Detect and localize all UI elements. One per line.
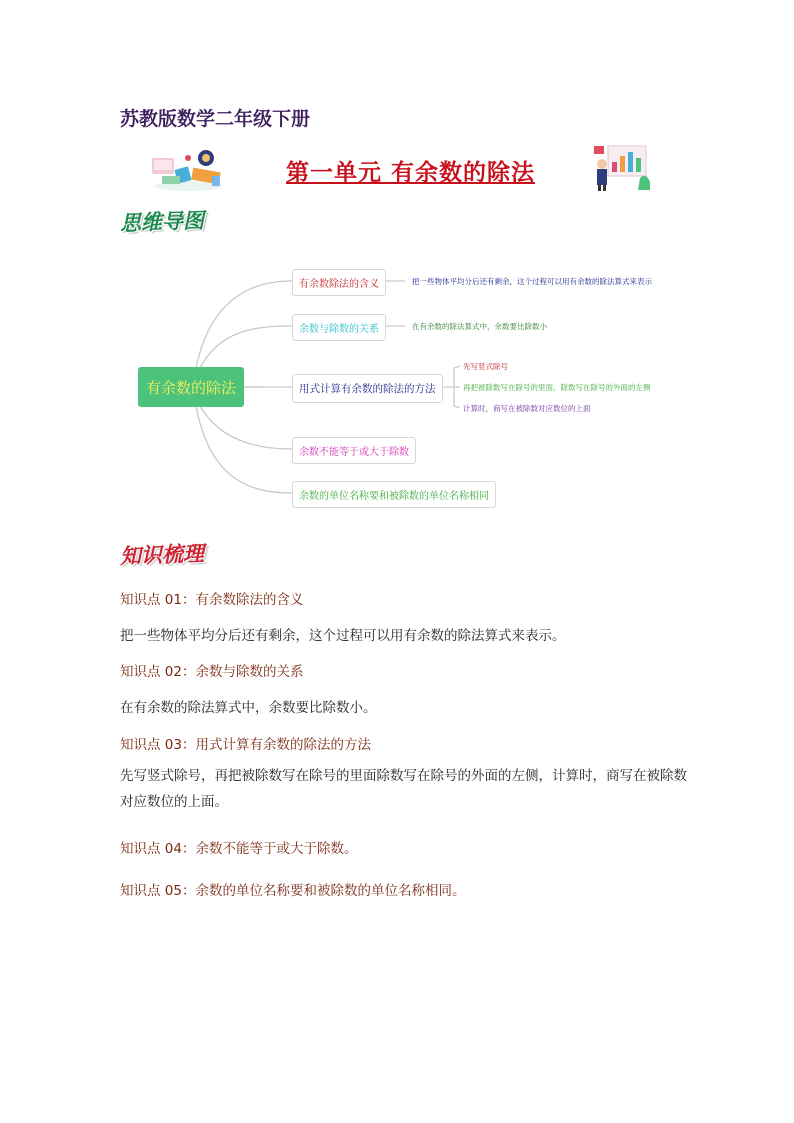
knowledge-point-text: 先写竖式除号，再把被除数写在除号的里面除数写在除号的外面的左侧，计算时，商写在被除数对应数位的上面。: [120, 768, 687, 810]
mindmap-branch-relation: 余数与除数的关系: [292, 314, 386, 341]
mindmap-branch-unit-name: 余数的单位名称要和被除数的单位名称相同: [292, 481, 496, 508]
mindmap-leaf-method-2: 再把被除数写在除号的里面，除数写在除号的外面的左侧: [463, 383, 651, 392]
knowledge-point-text: 把一些物体平均分后还有剩余，这个过程可以用有余数的除法算式来表示。: [120, 628, 566, 644]
mindmap-leaf-relation: 在有余数的除法算式中，余数要比除数小: [412, 322, 547, 331]
mindmap-leaf-meaning: 把一些物体平均分后还有剩余，这个过程可以用有余数的除法算式来表示: [412, 277, 652, 286]
knowledge-point-label: 知识点 03：用式计算有余数的除法的方法: [120, 737, 371, 753]
knowledge-point-label: 知识点 05：余数的单位名称要和被除数的单位名称相同。: [120, 883, 466, 899]
knowledge-point-label: 知识点 02：余数与除数的关系: [120, 664, 304, 680]
knowledge-point-label: 知识点 01：有余数除法的含义: [120, 592, 304, 608]
mindmap-branch-meaning: 有余数除法的含义: [292, 269, 386, 296]
mindmap-section-title: 思维导图: [119, 208, 205, 236]
mindmap-leaf-method-1: 先写竖式除号: [463, 362, 508, 371]
unit-title: 第一单元 有余数的除法: [286, 160, 536, 186]
mindmap-root-node: 有余数的除法: [138, 367, 244, 407]
knowledge-section-title: 知识梳理: [119, 541, 205, 569]
grade-title: 苏教版数学二年级下册: [120, 108, 311, 130]
mindmap-branch-not-greater: 余数不能等于或大于除数: [292, 437, 416, 464]
mindmap-leaf-method-3: 计算时，商写在被除数对应数位的上面: [463, 404, 591, 413]
knowledge-point-text: 在有余数的除法算式中，余数要比除数小。: [120, 700, 377, 716]
knowledge-point-label: 知识点 04：余数不能等于或大于除数。: [120, 841, 358, 857]
mindmap-branch-method: 用式计算有余数的除法的方法: [292, 374, 443, 403]
